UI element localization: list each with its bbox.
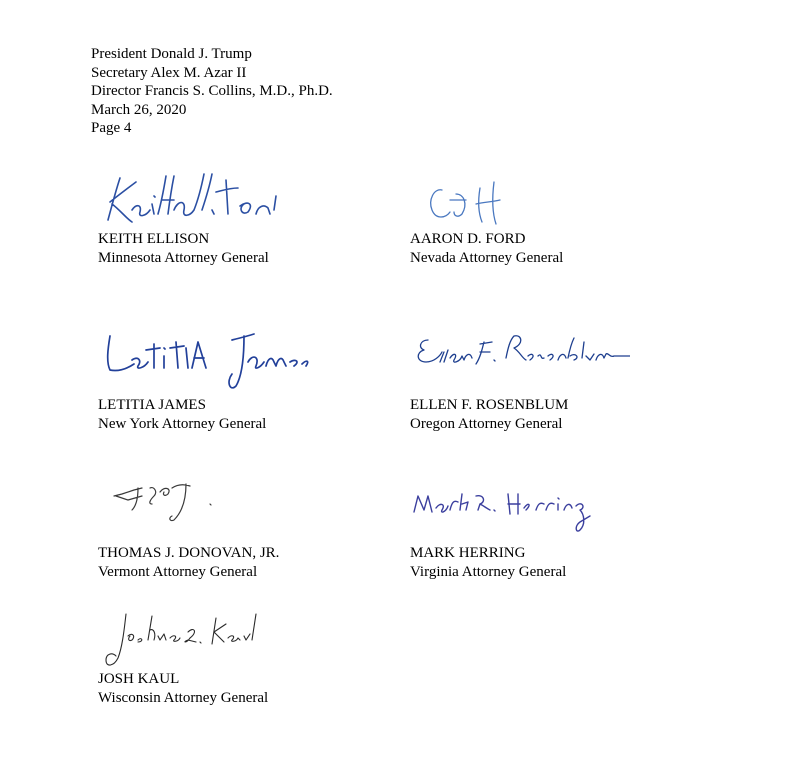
signature-block-letitia-james — [98, 318, 398, 433]
signature-aaron-ford — [410, 170, 610, 230]
addressee-line: Director Francis S. Collins, M.D., Ph.D. — [91, 83, 333, 99]
signature-block-mark-herring — [410, 466, 710, 581]
signature-letitia-james — [98, 318, 318, 396]
letter-date: March 26, 2020 — [91, 101, 187, 118]
signatory-title: Virginia Attorney General — [410, 563, 567, 580]
signatory-name: KEITH ELLISON — [98, 231, 210, 247]
signatory-title: Wisconsin Attorney General — [98, 689, 269, 706]
signature-ellen-rosenblum — [410, 318, 630, 396]
letter-header — [91, 45, 333, 138]
signatory-title: Oregon Attorney General — [410, 415, 563, 432]
signatory-name: JOSH KAUL — [98, 671, 180, 687]
signatory-title: Nevada Attorney General — [410, 249, 564, 266]
signature-block-keith-ellison — [98, 170, 398, 267]
addressee-line: Secretary Alex M. Azar II — [91, 64, 247, 81]
signature-block-josh-kaul — [98, 608, 398, 707]
signature-keith-ellison — [98, 170, 298, 230]
signatory-name: LETITIA JAMES — [98, 397, 206, 413]
signatory-name: MARK HERRING — [410, 545, 526, 561]
addressee-line: President Donald J. Trump — [91, 46, 252, 62]
signatory-name: THOMAS J. DONOVAN, JR. — [98, 545, 280, 561]
page-number: Page 4 — [91, 120, 132, 136]
signature-thomas-donovan — [98, 466, 298, 544]
signatory-title: New York Attorney General — [98, 415, 267, 432]
signature-block-ellen-rosenblum — [410, 318, 710, 433]
signatory-title: Minnesota Attorney General — [98, 249, 269, 266]
signature-mark-herring — [410, 466, 610, 544]
signatory-name: AARON D. FORD — [410, 231, 526, 247]
signatory-name: ELLEN F. ROSENBLUM — [410, 397, 569, 413]
signature-block-aaron-ford — [410, 170, 710, 267]
signatory-title: Vermont Attorney General — [98, 563, 258, 580]
signature-block-thomas-donovan — [98, 466, 398, 581]
signature-josh-kaul — [98, 608, 298, 670]
